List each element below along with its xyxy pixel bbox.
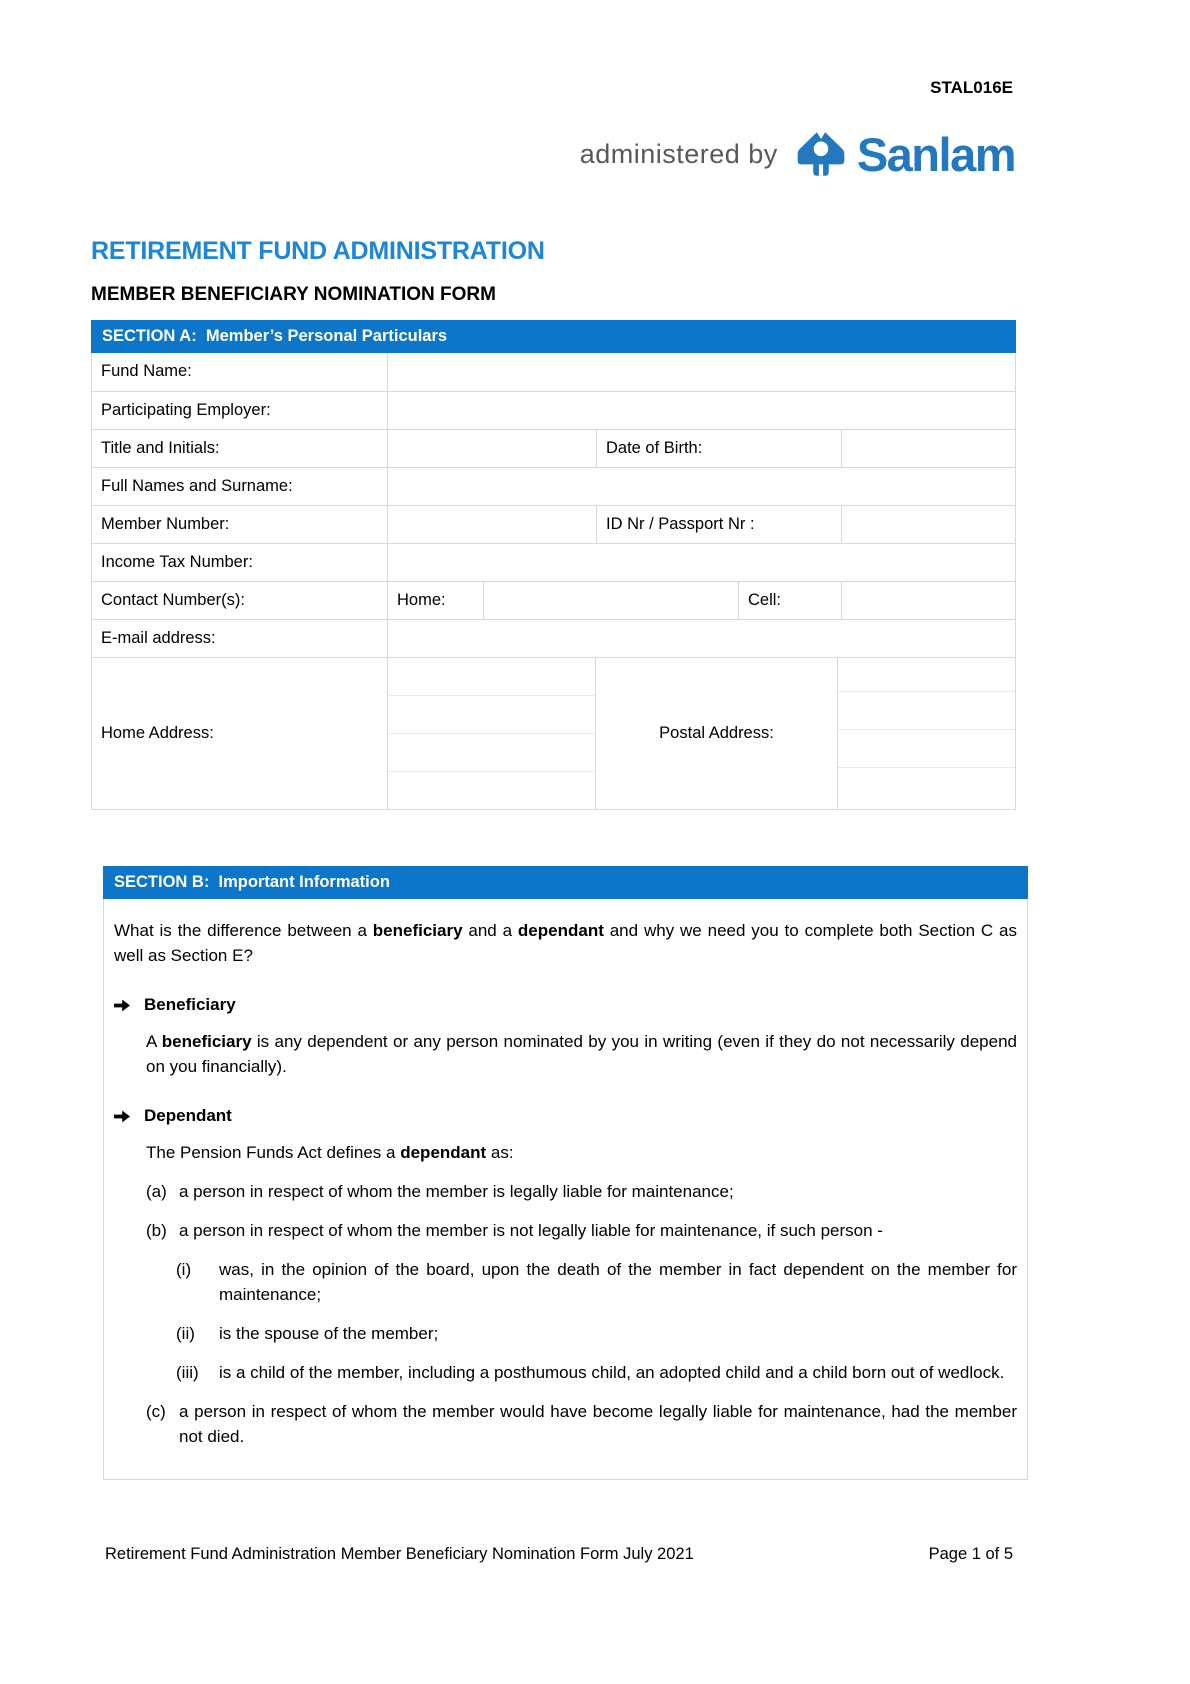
table-row-participating-employer — [92, 391, 1015, 429]
dependant-paragraph — [146, 1140, 1017, 1165]
income-tax-label: Income Tax Number: — [101, 553, 253, 571]
table-row-fund-name — [92, 353, 1015, 391]
email-input[interactable] — [387, 620, 1015, 657]
beneficiary-title: Beneficiary — [144, 995, 236, 1014]
cell-number-input[interactable] — [841, 582, 1015, 619]
list-text-b: a person in respect of whom the member is not legally liable for maintenance, if such person - — [179, 1221, 883, 1240]
beneficiary-text-1: A — [146, 1032, 162, 1051]
list-marker-a: (a) — [146, 1182, 167, 1201]
list-text-b-ii: is the spouse of the member; — [219, 1324, 439, 1343]
id-passport-input[interactable] — [841, 506, 1015, 543]
income-tax-input[interactable] — [387, 544, 1015, 581]
table-row-contact-numbers — [92, 581, 1015, 619]
brand-wordmark: Sanlam — [856, 127, 1015, 181]
table-row-email — [92, 619, 1015, 657]
home-number-label: Home: — [387, 582, 483, 619]
list-item-b-iii — [176, 1360, 1017, 1385]
form-code: STAL016E — [930, 78, 1013, 97]
full-names-label: Full Names and Surname: — [101, 477, 293, 495]
list-item-c — [146, 1399, 1017, 1449]
section-a — [91, 320, 1016, 810]
home-address-line-4[interactable] — [388, 772, 595, 809]
cell-number-label: Cell: — [738, 582, 841, 619]
intro-text-1: What is the difference between a — [114, 921, 373, 940]
title-initials-input[interactable] — [387, 430, 596, 467]
beneficiary-bold: beneficiary — [161, 1032, 252, 1051]
id-passport-label: ID Nr / Passport Nr : — [596, 506, 841, 543]
table-row-member-id — [92, 505, 1015, 543]
home-address-line-1[interactable] — [388, 658, 595, 696]
form-subtitle: MEMBER BENEFICIARY NOMINATION FORM — [91, 284, 496, 305]
list-marker-b-ii: (ii) — [176, 1324, 195, 1343]
participating-employer-label: Participating Employer: — [101, 401, 271, 419]
list-item-b — [146, 1218, 1017, 1243]
list-text-a: a person in respect of whom the member is legally liable for maintenance; — [179, 1182, 734, 1201]
participating-employer-input[interactable] — [387, 392, 1015, 429]
intro-bold-beneficiary: beneficiary — [372, 921, 463, 940]
home-address-line-3[interactable] — [388, 734, 595, 772]
list-text-b-iii: is a child of the member, including a posthumous child, an adopted child and a child born out of wedlock. — [219, 1363, 1005, 1382]
page-title: RETIREMENT FUND ADMINISTRATION — [91, 237, 545, 265]
intro-bold-dependant: dependant — [517, 921, 604, 940]
list-text-c: a person in respect of whom the member would have become legally liable for maintenance, had the member not died. — [179, 1402, 1017, 1446]
list-marker-c: (c) — [146, 1402, 166, 1421]
contact-numbers-label: Contact Number(s): — [101, 591, 245, 609]
member-number-input[interactable] — [387, 506, 596, 543]
dependant-title: Dependant — [144, 1106, 232, 1125]
beneficiary-paragraph — [146, 1029, 1017, 1079]
dependant-text-2: as: — [486, 1143, 514, 1162]
postal-address-line-1[interactable] — [838, 658, 1015, 692]
list-text-b-i: was, in the opinion of the board, upon the death of the member in fact dependent on the member for maintenance; — [219, 1260, 1017, 1304]
member-number-label: Member Number: — [101, 515, 230, 533]
dependant-bullet — [114, 1106, 1017, 1126]
sanlam-logo-icon — [795, 126, 847, 182]
administered-by-label: administered by — [579, 138, 778, 169]
section-b-content — [103, 899, 1028, 1480]
fund-name-input[interactable] — [387, 353, 1015, 391]
email-label: E-mail address: — [101, 629, 216, 647]
list-marker-b: (b) — [146, 1221, 167, 1240]
list-item-a — [146, 1179, 1017, 1204]
table-row-title-dob — [92, 429, 1015, 467]
page-footer — [105, 1545, 1013, 1564]
section-a-heading: SECTION A: Member’s Personal Particulars — [91, 320, 1016, 353]
list-marker-b-iii: (iii) — [176, 1363, 199, 1382]
table-row-full-names — [92, 467, 1015, 505]
arrow-right-icon — [114, 1110, 130, 1123]
title-initials-label: Title and Initials: — [101, 439, 220, 457]
footer-form-name: Retirement Fund Administration Member Beneficiary Nomination Form July 2021 — [105, 1545, 694, 1563]
postal-address-line-3[interactable] — [838, 730, 1015, 768]
section-a-table — [91, 353, 1016, 810]
beneficiary-bullet — [114, 995, 1017, 1015]
intro-text-3: and why we need you to complete both Section C as well as Section E? — [114, 921, 1017, 965]
intro-text-2: and a — [462, 921, 518, 940]
fund-name-label: Fund Name: — [101, 362, 192, 380]
section-b — [103, 866, 1028, 1480]
postal-address-line-2[interactable] — [838, 692, 1015, 730]
postal-address-line-4[interactable] — [838, 768, 1015, 809]
home-number-input[interactable] — [483, 582, 738, 619]
date-of-birth-input[interactable] — [841, 430, 1015, 467]
table-row-addresses — [92, 657, 1015, 809]
dependant-bold: dependant — [400, 1143, 487, 1162]
date-of-birth-label: Date of Birth: — [596, 430, 841, 467]
footer-page-number: Page 1 of 5 — [928, 1545, 1013, 1563]
section-b-heading: SECTION B: Important Information — [103, 866, 1028, 899]
intro-paragraph — [114, 918, 1017, 968]
dependant-text-1: The Pension Funds Act defines a — [146, 1143, 401, 1162]
list-marker-b-i: (i) — [176, 1260, 192, 1279]
table-row-income-tax — [92, 543, 1015, 581]
arrow-right-icon — [114, 999, 130, 1012]
home-address-inputs — [387, 658, 595, 809]
postal-address-label: Postal Address: — [595, 658, 837, 809]
list-item-b-i — [176, 1257, 1017, 1307]
postal-address-inputs — [837, 658, 1015, 809]
list-item-b-ii — [176, 1321, 1017, 1346]
beneficiary-text-2: is any dependent or any person nominated by you in writing (even if they do not necessarily depend on you financially). — [146, 1032, 1018, 1076]
brand-block — [580, 126, 1015, 182]
home-address-label: Home Address: — [101, 724, 214, 742]
full-names-input[interactable] — [387, 468, 1015, 505]
home-address-line-2[interactable] — [388, 696, 595, 734]
